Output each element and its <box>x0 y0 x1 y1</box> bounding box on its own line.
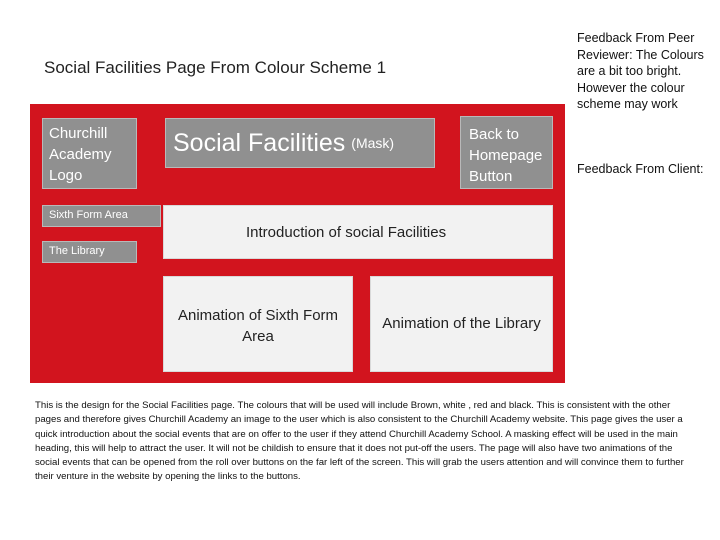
main-heading-placeholder <box>165 118 435 168</box>
page-title: Social Facilities Page From Colour Scheme 1 <box>44 58 387 77</box>
library-animation-label: Animation of the Library <box>382 315 541 332</box>
introduction-label: Introduction of social Facilities <box>246 223 447 241</box>
mockup-canvas <box>30 104 565 383</box>
peer-feedback: Feedback From Peer Reviewer: The Colours are a bit too bright. However the colour scheme may work <box>577 31 704 111</box>
library-button[interactable]: The Library <box>42 241 137 263</box>
sixth-form-animation-label: Animation of Sixth Form Area <box>177 307 339 345</box>
sixth-form-animation-panel <box>163 276 353 372</box>
sixth-form-area-button[interactable]: Sixth Form Area <box>42 205 161 227</box>
logo-placeholder: Churchill Academy Logo <box>42 118 137 189</box>
introduction-panel <box>163 205 553 259</box>
client-feedback: Feedback From Client: <box>577 162 704 176</box>
back-to-homepage-button[interactable]: Back to Homepage Button <box>460 116 553 189</box>
design-description: This is the design for the Social Facilities page. The colours that will be used will include Brown, white , red and black. This is consistent with the other pages and therefore gives Churchill Academy an image to the user which is also consistent to the Churchill Academy website. This page gives the user a quick introduction about the social events that are on offer to the user if they attend Churchill Academy School. A masking effect will be used in the main heading, this will help to attract the user. It will not be childish to ensure that it does not put-off the users. The page will also have two animations of the social events that can be opened from the roll over buttons on the far left of the screen. This will grab the users attention and will convince them to further their venture in the website by opening the links to the buttons. <box>35 400 684 483</box>
library-animation-panel <box>370 276 553 372</box>
heading-main-text: Social Facilities <box>173 128 346 157</box>
heading-mask-note: (Mask) <box>351 135 395 151</box>
